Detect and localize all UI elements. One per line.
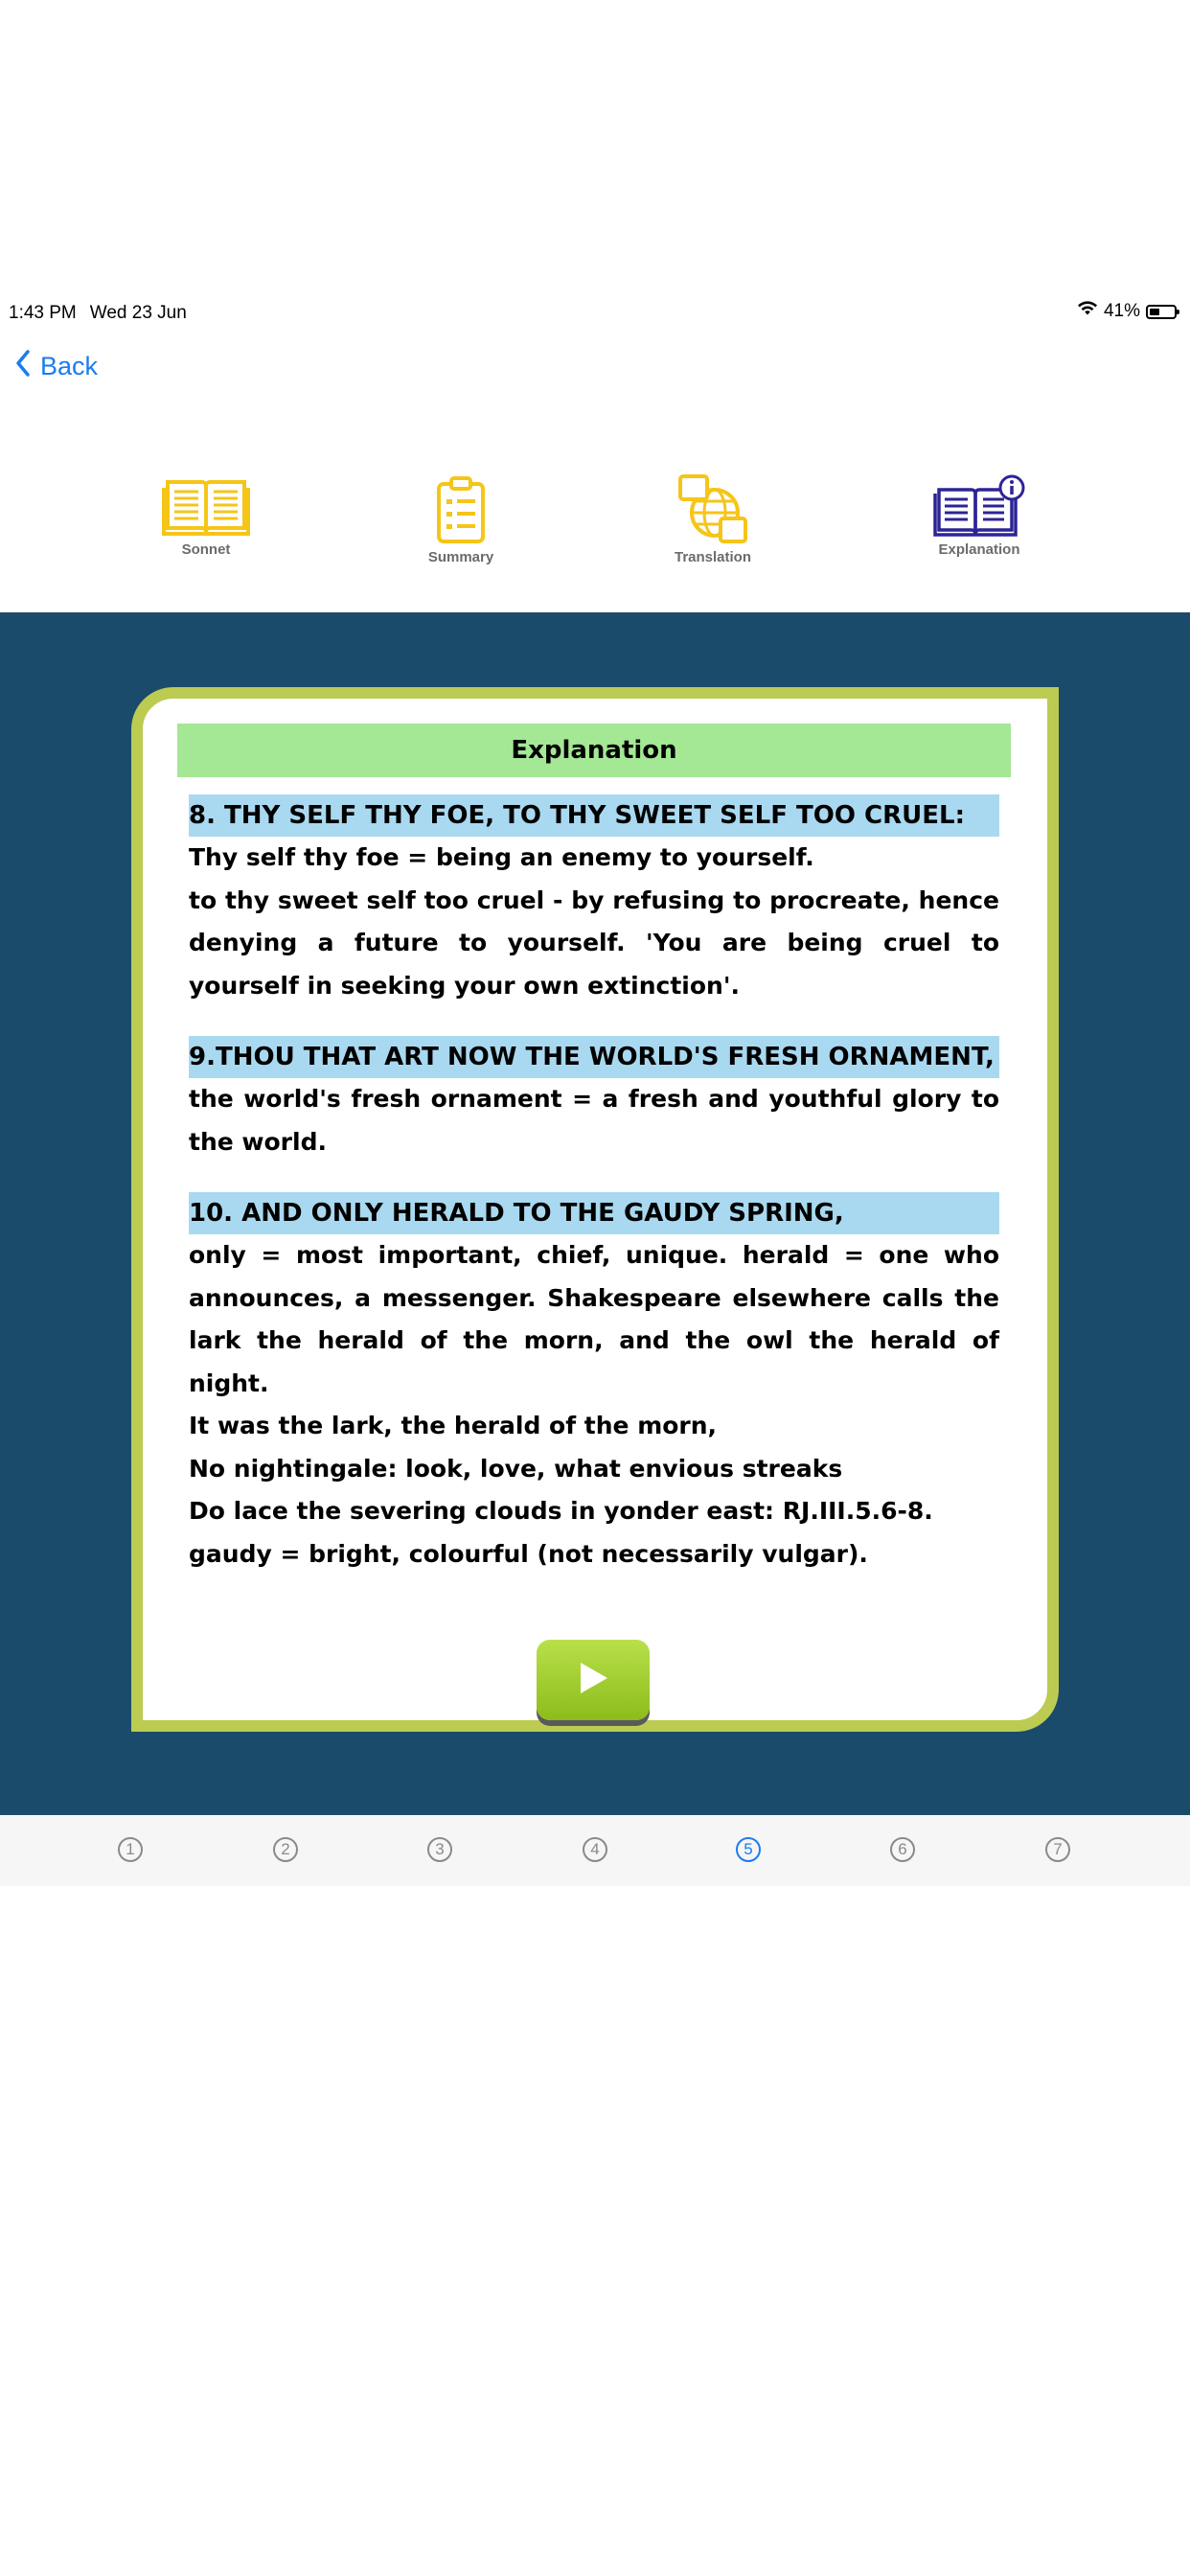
open-book-icon — [134, 474, 278, 538]
status-time-date — [9, 303, 187, 324]
tab-label: Explanation — [938, 541, 1020, 558]
main-content-area — [0, 612, 1190, 1815]
tab-translation[interactable] — [641, 474, 785, 565]
explanation-section — [189, 794, 999, 1007]
tab-label: Summary — [427, 549, 494, 565]
page-button-2[interactable]: 2 — [273, 1837, 298, 1862]
section-tab-bar — [0, 474, 1190, 599]
status-date: Wed 23 Jun — [89, 303, 187, 323]
status-bar — [0, 295, 1190, 334]
back-button[interactable] — [15, 347, 98, 385]
status-time: 1:43 PM — [9, 303, 77, 323]
tab-summary[interactable] — [389, 474, 533, 565]
page-button-3[interactable]: 3 — [427, 1837, 452, 1862]
explanation-line: to thy sweet self too cruel - by refusing to procreate, hence denying a future to yourself. 'You are being cruel to yourself in seeking your own extinction'. — [189, 886, 999, 1000]
clipboard-icon — [389, 474, 533, 545]
page-button-5[interactable]: 5 — [736, 1837, 761, 1862]
card-title: Explanation — [177, 724, 1011, 777]
explanation-line: It was the lark, the herald of the morn, — [189, 1412, 718, 1439]
play-button[interactable] — [537, 1640, 650, 1720]
explanation-card — [131, 687, 1059, 1732]
tab-label: Sonnet — [181, 541, 231, 558]
explanation-line: No nightingale: look, love, what envious streaks — [189, 1454, 843, 1483]
explanation-line: Thy self thy foe = being an enemy to yourself. — [189, 843, 814, 871]
wifi-icon — [1077, 301, 1098, 322]
section-heading: 10. AND ONLY HERALD TO THE GAUDY SPRING, — [189, 1192, 999, 1234]
explanation-line: only = most important, chief, unique. herald = one who announces, a messenger. Shakespeare elsewhere calls the lark the herald of the morn, and the owl the herald of night. — [189, 1241, 999, 1397]
play-icon — [577, 1661, 609, 1699]
section-heading: 9.THOU THAT ART NOW THE WORLD'S FRESH ORNAMENT, — [189, 1036, 999, 1078]
battery-fill — [1150, 309, 1159, 315]
chevron-left-icon — [15, 350, 31, 383]
globe-translate-icon — [641, 474, 785, 545]
section-heading: 8. THY SELF THY FOE, TO THY SWEET SELF TOO CRUEL: — [189, 794, 999, 837]
page-button-1[interactable]: 1 — [118, 1837, 143, 1862]
explanation-section — [189, 1036, 999, 1163]
page-indicator-bar — [0, 1815, 1190, 1886]
tab-sonnet[interactable] — [134, 474, 278, 558]
explanation-section — [189, 1192, 999, 1576]
page-button-6[interactable]: 6 — [890, 1837, 915, 1862]
battery-icon — [1146, 305, 1177, 319]
explanation-line: gaudy = bright, colourful (not necessarily vulgar). — [189, 1539, 868, 1568]
page-button-7[interactable]: 7 — [1045, 1837, 1070, 1862]
tab-label: Translation — [674, 549, 752, 565]
tab-explanation[interactable] — [907, 474, 1051, 558]
explanation-line: Do lace the severing clouds in yonder east: RJ.III.5.6-8. — [189, 1497, 933, 1525]
battery-percent: 41% — [1103, 301, 1140, 321]
explanation-content[interactable] — [189, 794, 999, 1604]
explanation-line: the world's fresh ornament = a fresh and youthful glory to the world. — [189, 1085, 999, 1156]
status-indicators — [1077, 301, 1177, 322]
back-label: Back — [40, 351, 99, 380]
page-button-4[interactable]: 4 — [583, 1837, 607, 1862]
book-info-icon — [907, 474, 1051, 538]
